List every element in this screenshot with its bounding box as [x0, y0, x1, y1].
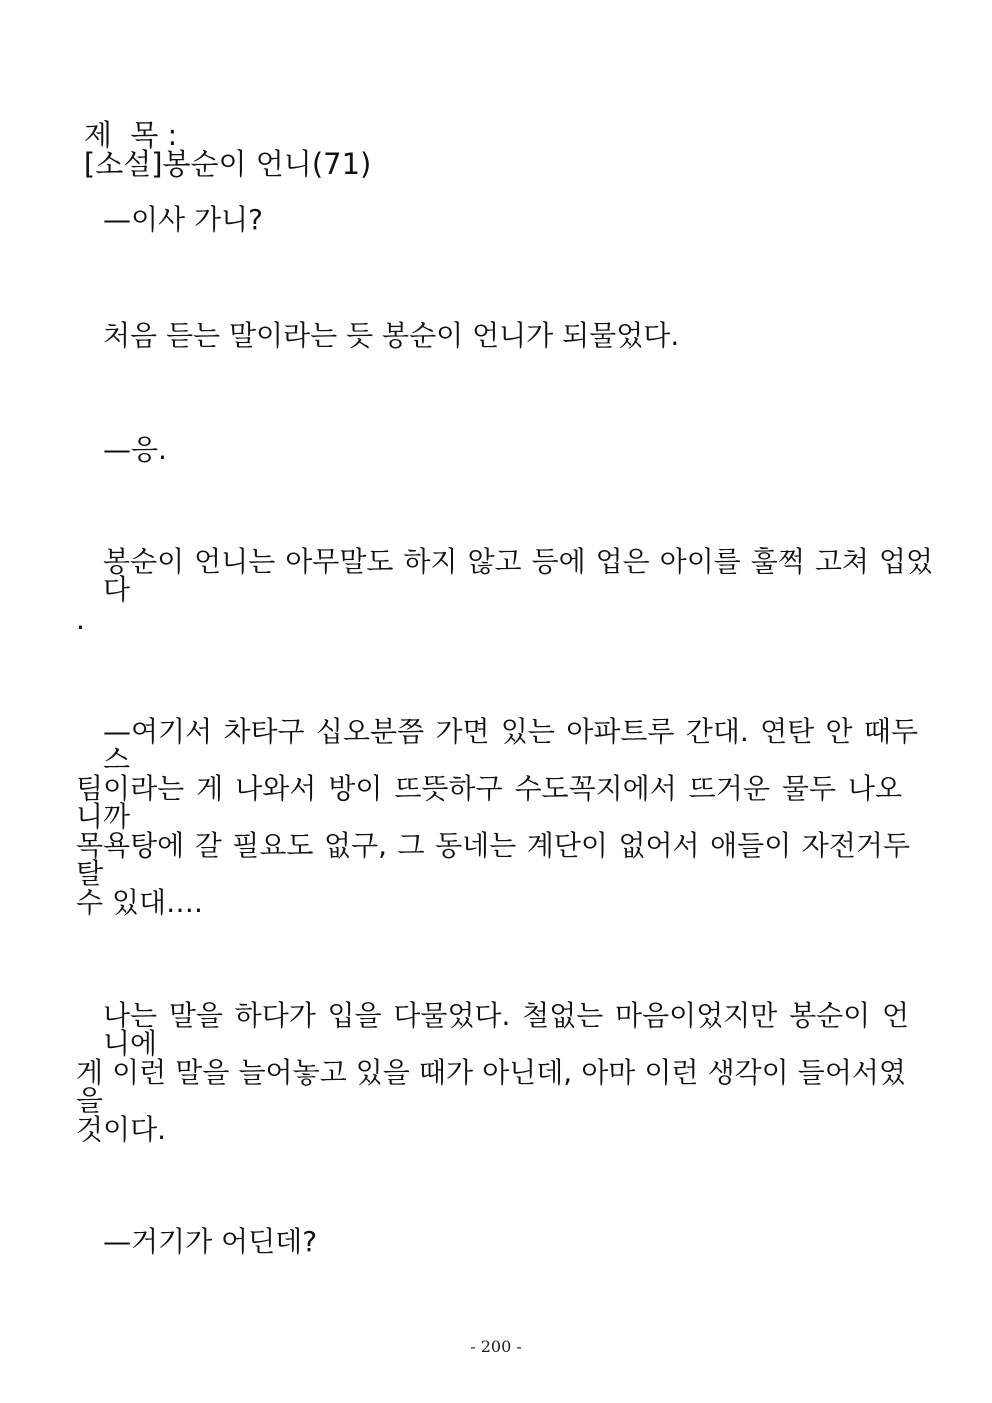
- dialogue-line: —여기서 차타구 십오분쯤 가면 있는 아파트루 간대. 연탄 안 때두 스: [103, 715, 918, 776]
- narration-line: 나는 말을 하다가 입을 다물었다. 철없는 마음이었지만 봉순이 언니에: [103, 999, 909, 1060]
- dialogue-line: 수 있대….: [76, 886, 203, 919]
- narration-line: 봉순이 언니는 아무말도 하지 않고 등에 업은 아이를 훌쩍 고쳐 업었다: [103, 545, 933, 606]
- narration-line: 게 이런 말을 늘어놓고 있을 때가 아닌데, 아마 이런 생각이 들어서였을: [76, 1056, 906, 1117]
- dialogue-line: 목욕탕에 갈 필요도 없구, 그 동네는 계단이 없어서 애들이 자전거두 탈: [76, 829, 910, 890]
- dialogue-line: 팀이라는 게 나와서 방이 뜨뜻하구 수도꼭지에서 뜨거운 물두 나오니까: [76, 772, 902, 833]
- page-number: - 200 -: [470, 1337, 522, 1356]
- narration-line: 처음 듣는 말이라는 듯 봉순이 언니가 되물었다.: [103, 319, 680, 352]
- dialogue-line: —거기가 어딘데?: [103, 1225, 318, 1258]
- title-label: 제 목 :: [83, 118, 178, 152]
- narration-line: 것이다.: [76, 1113, 167, 1146]
- title-text: [소설]봉순이 언니(71): [83, 147, 372, 181]
- document-title: [47, 92, 371, 208]
- dialogue-line: —이사 가니?: [103, 203, 263, 236]
- dialogue-line: —응.: [103, 433, 167, 466]
- narration-line: .: [76, 603, 85, 636]
